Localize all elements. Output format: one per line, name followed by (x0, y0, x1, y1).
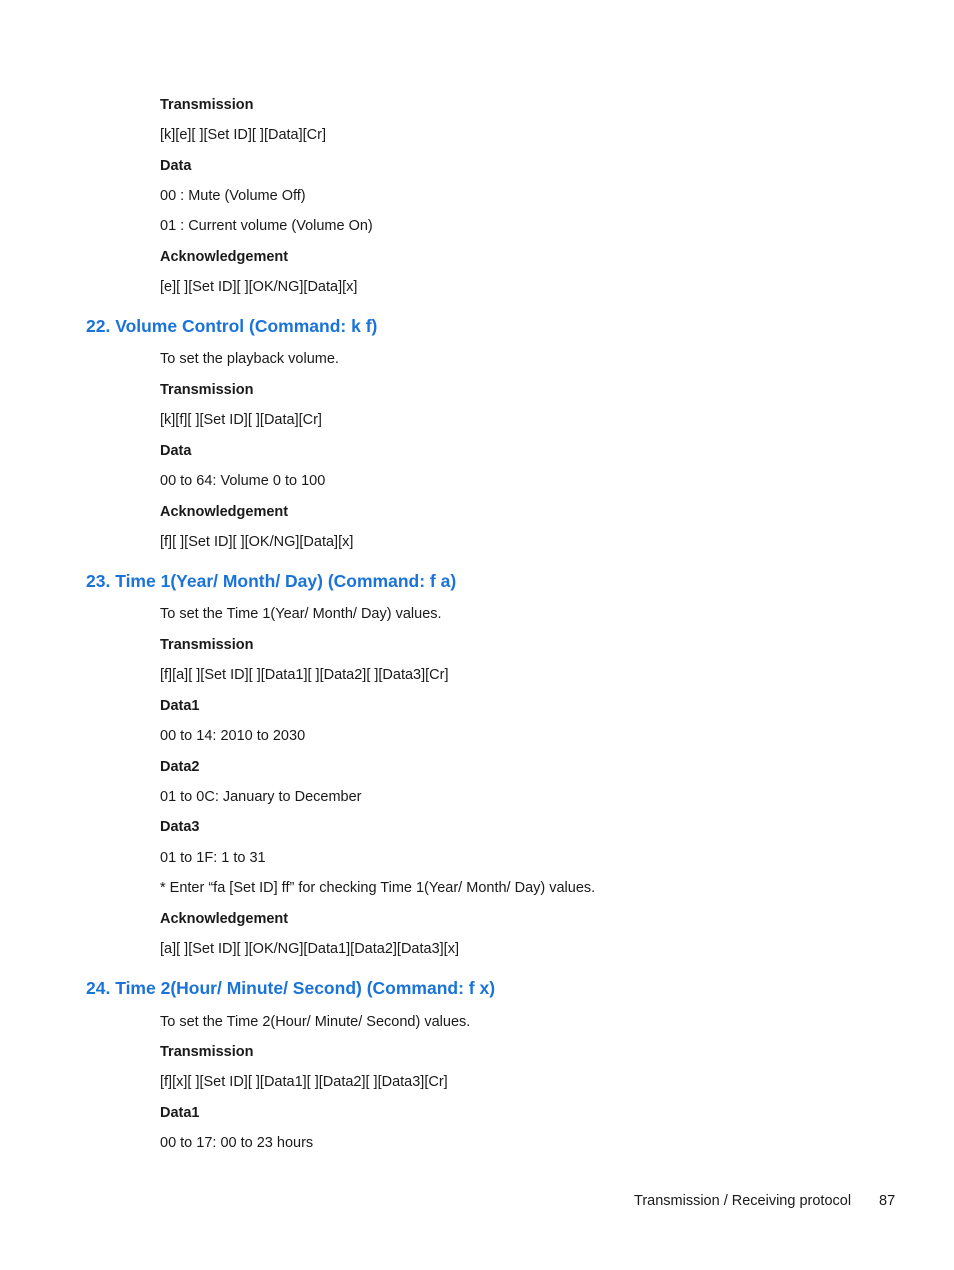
data2-value: 01 to 0C: January to December (160, 789, 362, 805)
footer-section-title: Transmission / Receiving protocol (634, 1193, 852, 1209)
acknowledgement-label: Acknowledgement (160, 504, 289, 520)
acknowledgement-label: Acknowledgement (160, 911, 289, 927)
section-description: To set the playback volume. (160, 351, 339, 367)
transmission-value: [k][f][ ][Set ID][ ][Data][Cr] (160, 412, 322, 428)
acknowledgement-value: [e][ ][Set ID][ ][OK/NG][Data][x] (160, 279, 358, 295)
acknowledgement-label: Acknowledgement (160, 249, 289, 265)
data-label: Data (160, 443, 192, 459)
acknowledgement-value: [a][ ][Set ID][ ][OK/NG][Data1][Data2][Data3][x] (160, 941, 459, 957)
transmission-value: [f][x][ ][Set ID][ ][Data1][ ][Data2][ ][Data3][Cr] (160, 1074, 448, 1090)
data3-value: 01 to 1F: 1 to 31 (160, 850, 266, 866)
transmission-label: Transmission (160, 637, 254, 653)
data-value: 01 : Current volume (Volume On) (160, 218, 373, 234)
data1-value: 00 to 14: 2010 to 2030 (160, 728, 306, 744)
data1-value: 00 to 17: 00 to 23 hours (160, 1135, 314, 1151)
section-heading-22: 22. Volume Control (Command: k f) (86, 316, 378, 336)
section-heading-24: 24. Time 2(Hour/ Minute/ Second) (Command: f x) (86, 978, 496, 998)
data-value: 00 to 64: Volume 0 to 100 (160, 473, 326, 489)
transmission-label: Transmission (160, 97, 254, 113)
acknowledgement-value: [f][ ][Set ID][ ][OK/NG][Data][x] (160, 534, 354, 550)
data2-label: Data2 (160, 759, 200, 775)
usage-note: * Enter “fa [Set ID] ff” for checking Time 1(Year/ Month/ Day) values. (160, 880, 596, 896)
transmission-label: Transmission (160, 1044, 254, 1060)
data1-label: Data1 (160, 1105, 200, 1121)
data-value: 00 : Mute (Volume Off) (160, 188, 306, 204)
data1-label: Data1 (160, 698, 200, 714)
data3-label: Data3 (160, 819, 200, 835)
section-description: To set the Time 1(Year/ Month/ Day) values. (160, 606, 442, 622)
transmission-value: [k][e][ ][Set ID][ ][Data][Cr] (160, 127, 326, 143)
section-heading-23: 23. Time 1(Year/ Month/ Day) (Command: f a) (86, 571, 457, 591)
section-description: To set the Time 2(Hour/ Minute/ Second) values. (160, 1014, 471, 1030)
page-number: 87 (879, 1193, 896, 1209)
data-label: Data (160, 158, 192, 174)
transmission-label: Transmission (160, 382, 254, 398)
transmission-value: [f][a][ ][Set ID][ ][Data1][ ][Data2][ ][Data3][Cr] (160, 667, 449, 683)
